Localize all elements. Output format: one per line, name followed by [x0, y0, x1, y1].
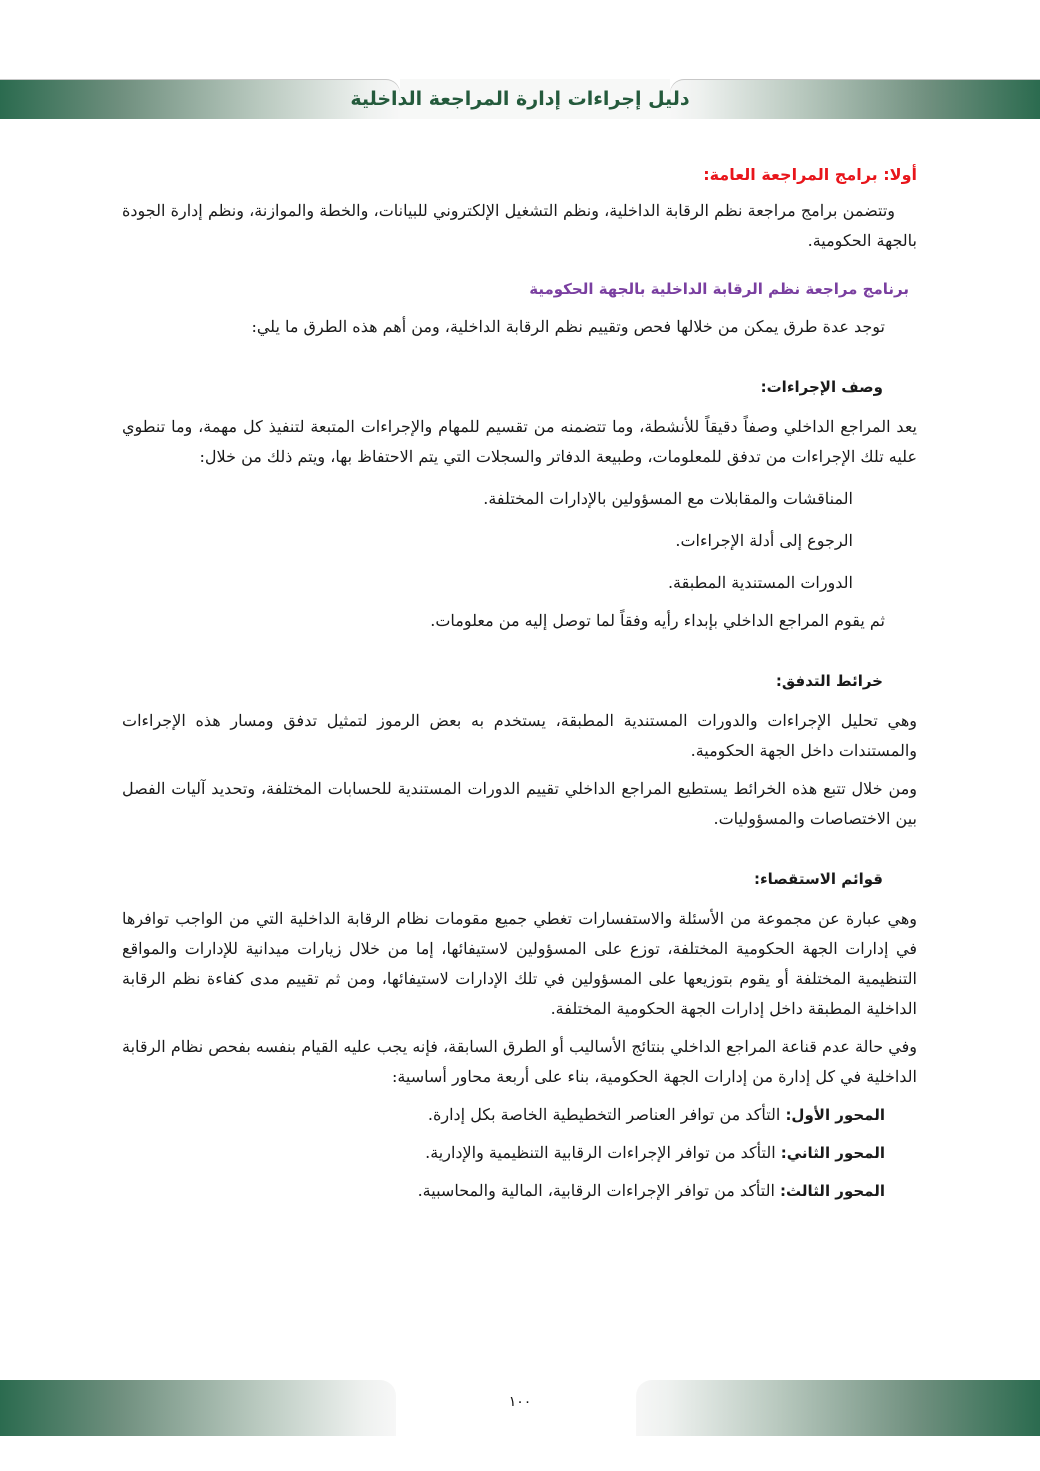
list-item: المناقشات والمقابلات مع المسؤولين بالإدارات المختلفة.: [483, 489, 853, 508]
flowcharts-paragraph: وهي تحليل الإجراءات والدورات المستندية المطبقة، يستخدم به بعض الرموز لتمثيل تدفق ومسار هذه الإجراءات والمستندات داخل الجهة الحكومية.: [122, 711, 917, 760]
axis-item: [122, 1100, 917, 1130]
axis-item: [122, 1138, 917, 1168]
procedures-body: يعد المراجع الداخلي وصفاً دقيقاً للأنشطة، وما تتضمنه من تقسيم للمهام والإجراءات المتبعة لتنفيذ كل مهمة، وما تنطوي عليه تلك الإجراءات من تدفق للمعلومات، وطبيعة الدفاتر والسجلات التي يتم الاحتفاظ بها، ويتم ذلك من خلال:: [122, 417, 917, 466]
axis-text: التأكد من توافر الإجراءات الرقابية التنظيمية والإدارية.: [425, 1143, 781, 1162]
axis-item: [122, 1176, 917, 1206]
procedures-conclusion: ثم يقوم المراجع الداخلي بإبداء رأيه وفقاً لما توصل إليه من معلومات.: [430, 611, 885, 630]
program-lead: توجد عدة طرق يمكن من خلالها فحص وتقييم نظم الرقابة الداخلية، ومن أهم هذه الطرق ما يلي:: [251, 317, 885, 336]
list-item: الرجوع إلى أدلة الإجراءات.: [675, 531, 853, 550]
flowcharts-heading: خرائط التدفق:: [775, 672, 883, 690]
procedures-section: [122, 372, 917, 636]
program-heading: برنامج مراجعة نظم الرقابة الداخلية بالجهة الحكومية: [529, 280, 909, 298]
questionnaires-section: [122, 864, 917, 1206]
page-content: [122, 160, 917, 1206]
flowcharts-section: [122, 666, 917, 834]
axis-text: التأكد من توافر العناصر التخطيطية الخاصة بكل إدارة.: [427, 1105, 786, 1124]
questionnaires-paragraph: وفي حالة عدم قناعة المراجع الداخلي بنتائج الأساليب أو الطرق السابقة، فإنه يجب عليه القيام بنفسه بفحص نظام الرقابة الداخلية في كل إدارة من إدارات الجهة الحكومية، بناء على أربعة محاور أساسية:: [122, 1037, 917, 1086]
list-item: الدورات المستندية المطبقة.: [667, 573, 853, 592]
page-number: ١٠٠: [508, 1394, 532, 1410]
axis-label: المحور الثالث:: [780, 1182, 885, 1200]
axis-label: المحور الأول:: [785, 1106, 885, 1124]
section-heading: أولا: برامج المراجعة العامة:: [703, 165, 917, 184]
flowcharts-paragraph: ومن خلال تتبع هذه الخرائط يستطيع المراجع الداخلي تقييم الدورات المستندية للحسابات المختلفة، وتحديد آليات الفصل بين الاختصاصات والمسؤوليات.: [122, 779, 917, 828]
document-title: دليل إجراءات إدارة المراجعة الداخلية: [350, 88, 690, 110]
questionnaires-paragraph: وهي عبارة عن مجموعة من الأسئلة والاستفسارات تغطي جميع مقومات نظام الرقابة الداخلية التي من الواجب توافرها في إدارات الجهة الحكومية المختلفة، توزع على المسؤولين لاستيفائها، إما من خلال زيارات ميدانية للإدارات والمواقع التنظيمية المختلفة أو يقوم بتوزيعها على المسؤولين في تلك الإدارات لاستيفائها، ومن ثم تقييم مدى كفاءة نظم الرقابة الداخلية المطبقة داخل إدارات الجهة الحكومية المختلفة.: [122, 909, 918, 1018]
section-intro: وتتضمن برامج مراجعة نظم الرقابة الداخلية، ونظم التشغيل الإلكتروني للبيانات، والخطة والموازنة، ونظم إدارة الجودة بالجهة الحكومية.: [122, 201, 917, 250]
procedures-heading: وصف الإجراءات:: [760, 378, 883, 396]
questionnaires-heading: قوائم الاستقصاء:: [753, 870, 883, 888]
axis-text: التأكد من توافر الإجراءات الرقابية، المالية والمحاسبية.: [417, 1181, 781, 1200]
axis-label: المحور الثاني:: [780, 1144, 885, 1162]
